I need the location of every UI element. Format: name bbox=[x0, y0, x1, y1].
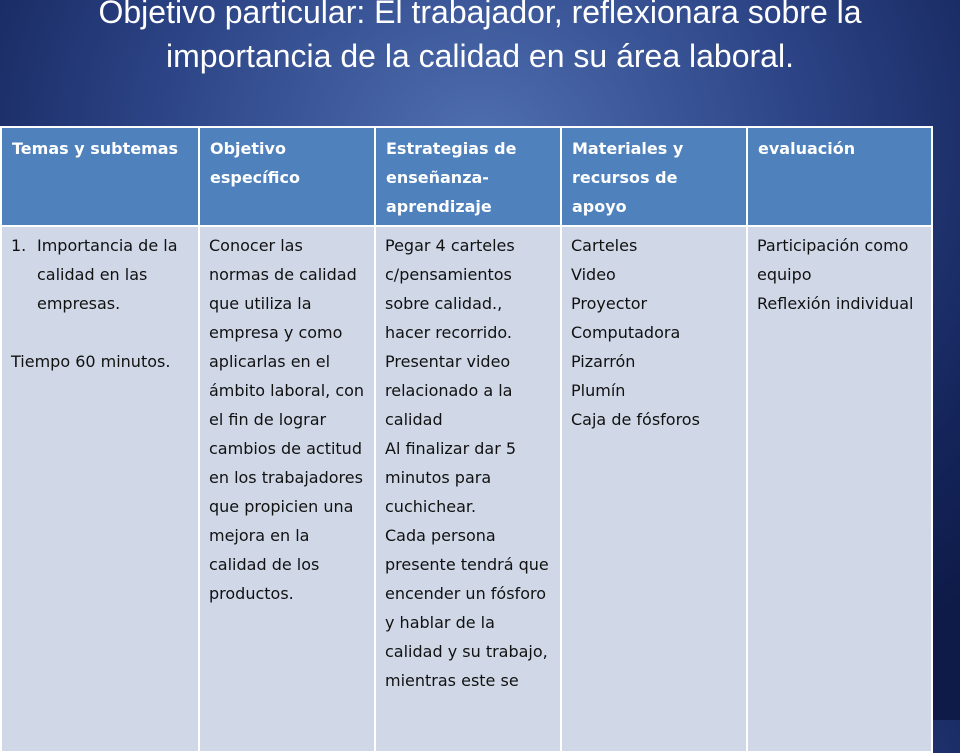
objective-text: Conocer las normas de calidad que utiliza la empresa y como aplicarlas en el ámbito laboral, con el fin de lograr cambios de actitud en los trabajadores que propicien una mejora en la calidad de los productos. bbox=[209, 236, 365, 603]
material-item: Video bbox=[571, 265, 616, 284]
strategy-line: Presentar video relacionado a la calidad bbox=[385, 352, 513, 429]
lesson-plan-table bbox=[0, 126, 933, 753]
header-materiales: Materiales y recursos de apoyo bbox=[561, 127, 747, 226]
header-objetivo: Objetivo específico bbox=[199, 127, 375, 226]
material-item: Computadora bbox=[571, 323, 681, 342]
cell-objetivo bbox=[199, 226, 375, 752]
strategy-line: Al finalizar dar 5 minutos para cuchichear. bbox=[385, 439, 517, 516]
slide-title bbox=[20, 0, 940, 78]
header-evaluacion: evaluación bbox=[747, 127, 932, 226]
header-temas: Temas y subtemas bbox=[1, 127, 199, 226]
evaluation-item: Participación como equipo bbox=[757, 236, 909, 284]
header-estrategias: Estrategias de enseñanza-aprendizaje bbox=[375, 127, 561, 226]
topic-list bbox=[11, 231, 190, 318]
topic-text: Importancia de la calidad en las empresas. bbox=[37, 236, 178, 313]
topic-number: 1. bbox=[11, 236, 27, 255]
time-text: Tiempo 60 minutos. bbox=[11, 352, 171, 371]
table-header-row bbox=[1, 127, 932, 226]
table-row bbox=[1, 226, 932, 752]
material-item: Plumín bbox=[571, 381, 626, 400]
strategy-line: Pegar 4 carteles c/pensamientos sobre calidad., hacer recorrido. bbox=[385, 236, 515, 342]
material-item: Caja de fósforos bbox=[571, 410, 700, 429]
cell-materiales bbox=[561, 226, 747, 752]
cell-evaluacion bbox=[747, 226, 932, 752]
cell-estrategias bbox=[375, 226, 561, 752]
material-item: Carteles bbox=[571, 236, 638, 255]
material-item: Pizarrón bbox=[571, 352, 636, 371]
list-item bbox=[11, 231, 190, 318]
strategy-line: Cada persona presente tendrá que encender un fósforo y hablar de la calidad y su trabajo, mientras este se bbox=[385, 526, 549, 690]
title-line-1: Objetivo particular: El trabajador, reflexionara sobre la bbox=[98, 0, 862, 30]
cell-temas bbox=[1, 226, 199, 752]
evaluation-item: Reflexión individual bbox=[757, 294, 914, 313]
title-line-2: importancia de la calidad en su área laboral. bbox=[166, 38, 794, 74]
material-item: Proyector bbox=[571, 294, 648, 313]
